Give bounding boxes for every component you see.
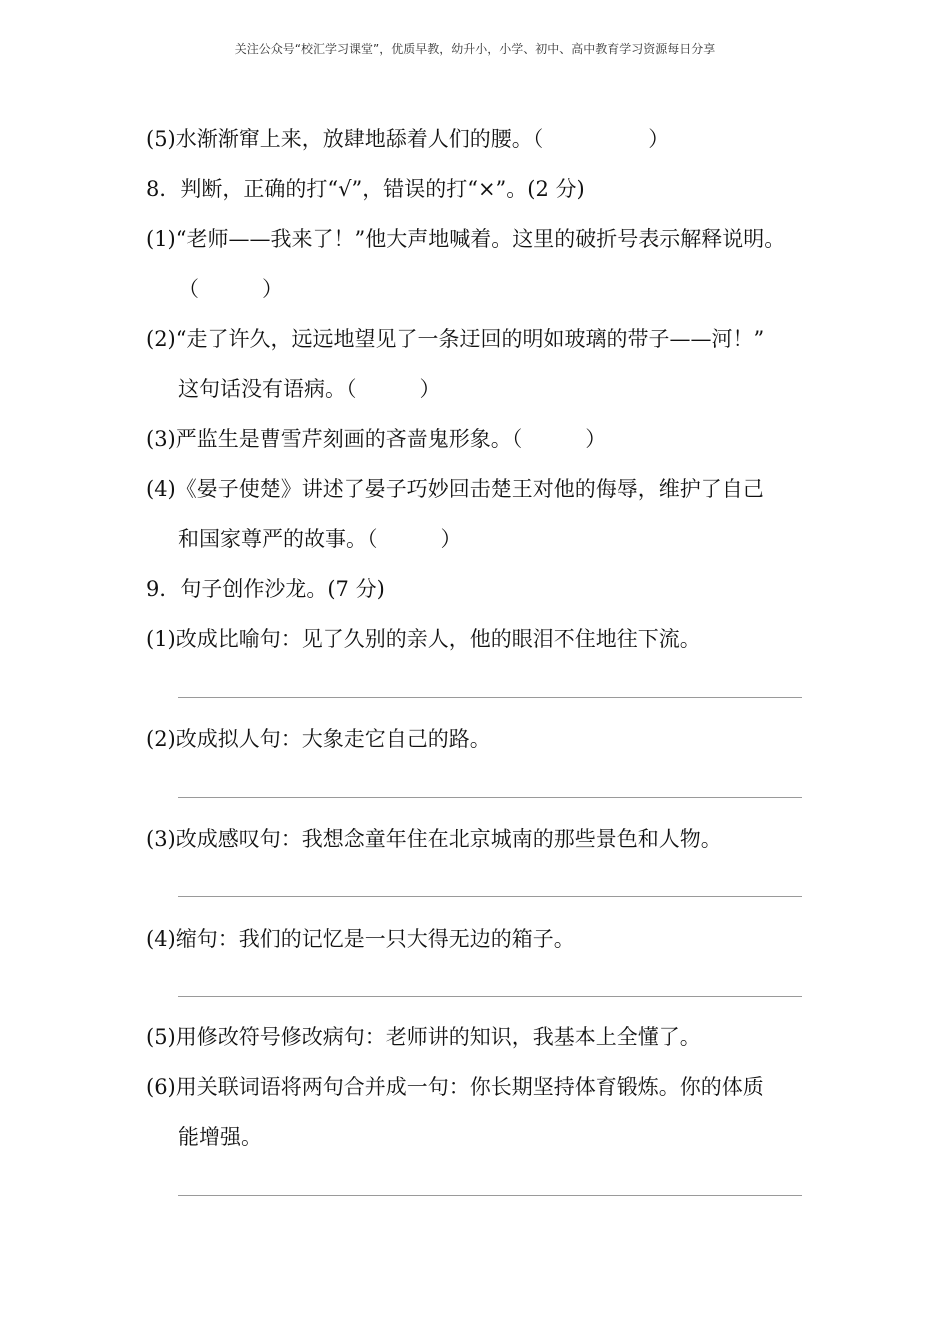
answer-line bbox=[178, 996, 802, 997]
item-text: 改成比喻句：见了久别的亲人，他的眼泪不住地往下流。 bbox=[175, 627, 701, 651]
item-text: 改成拟人句：大象走它自己的路。 bbox=[175, 727, 491, 751]
answer-line bbox=[178, 896, 802, 897]
answer-line bbox=[178, 1195, 802, 1196]
q9-item-4 bbox=[146, 924, 575, 954]
item-text: 缩句：我们的记忆是一只大得无边的箱子。 bbox=[175, 927, 575, 951]
q8-item-4-continued: 和国家尊严的故事。（ ） bbox=[178, 527, 462, 551]
item-text: 《晏子使楚》讲述了晏子巧妙回击楚王对他的侮辱，维护了自己 bbox=[175, 477, 764, 501]
q8-title: 8．判断，正确的打“√”，错误的打“×”。(2 分) bbox=[146, 177, 585, 201]
item-number: (1) bbox=[146, 227, 176, 251]
item-number: (1) bbox=[146, 627, 176, 651]
item-text: 严监生是曹雪芹刻画的吝啬鬼形象。（ ） bbox=[175, 427, 607, 451]
item-number: (2) bbox=[146, 327, 176, 351]
item-text: 水渐渐窜上来，放肆地舔着人们的腰。（ ） bbox=[175, 127, 670, 151]
item-number: (4) bbox=[146, 927, 176, 951]
item-number: (5) bbox=[146, 1025, 176, 1049]
q9-item-5 bbox=[146, 1022, 701, 1052]
item-number: (6) bbox=[146, 1075, 176, 1099]
q9-item-6-continued: 能增强。 bbox=[178, 1125, 262, 1149]
q9-title: 9．句子创作沙龙。(7 分) bbox=[146, 577, 385, 601]
q9-item-2 bbox=[146, 724, 491, 754]
item-text: 改成感叹句：我想念童年住在北京城南的那些景色和人物。 bbox=[175, 827, 722, 851]
q8-item-4 bbox=[146, 474, 764, 504]
item-text: “走了许久，远远地望见了一条迂回的明如玻璃的带子——河！” bbox=[175, 327, 765, 351]
q8-item-1-answer: （ ） bbox=[178, 277, 283, 301]
q8-item-3 bbox=[146, 424, 606, 454]
item-number: (2) bbox=[146, 727, 176, 751]
item-number: (5) bbox=[146, 127, 176, 151]
q9-item-6 bbox=[146, 1072, 764, 1102]
answer-line bbox=[178, 797, 802, 798]
q9-item-3 bbox=[146, 824, 722, 854]
q8-item-2-continued: 这句话没有语病。（ ） bbox=[178, 377, 441, 401]
item-number: (3) bbox=[146, 827, 176, 851]
item-number: (3) bbox=[146, 427, 176, 451]
item-text: 用关联词语将两句合并成一句：你长期坚持体育锻炼。你的体质 bbox=[175, 1075, 764, 1099]
page-header: 关注公众号“校汇学习课堂”，优质早教，幼升小，小学、初中、高中教育学习资源每日分享 bbox=[234, 42, 716, 56]
q8-item-2 bbox=[146, 324, 764, 354]
item-text: 用修改符号修改病句：老师讲的知识，我基本上全懂了。 bbox=[175, 1025, 701, 1049]
answer-line bbox=[178, 697, 802, 698]
q7-item-5 bbox=[146, 124, 669, 154]
q8-item-1 bbox=[146, 224, 785, 254]
item-number: (4) bbox=[146, 477, 176, 501]
q9-item-1 bbox=[146, 624, 701, 654]
item-text: “老师——我来了！”他大声地喊着。这里的破折号表示解释说明。 bbox=[175, 227, 786, 251]
